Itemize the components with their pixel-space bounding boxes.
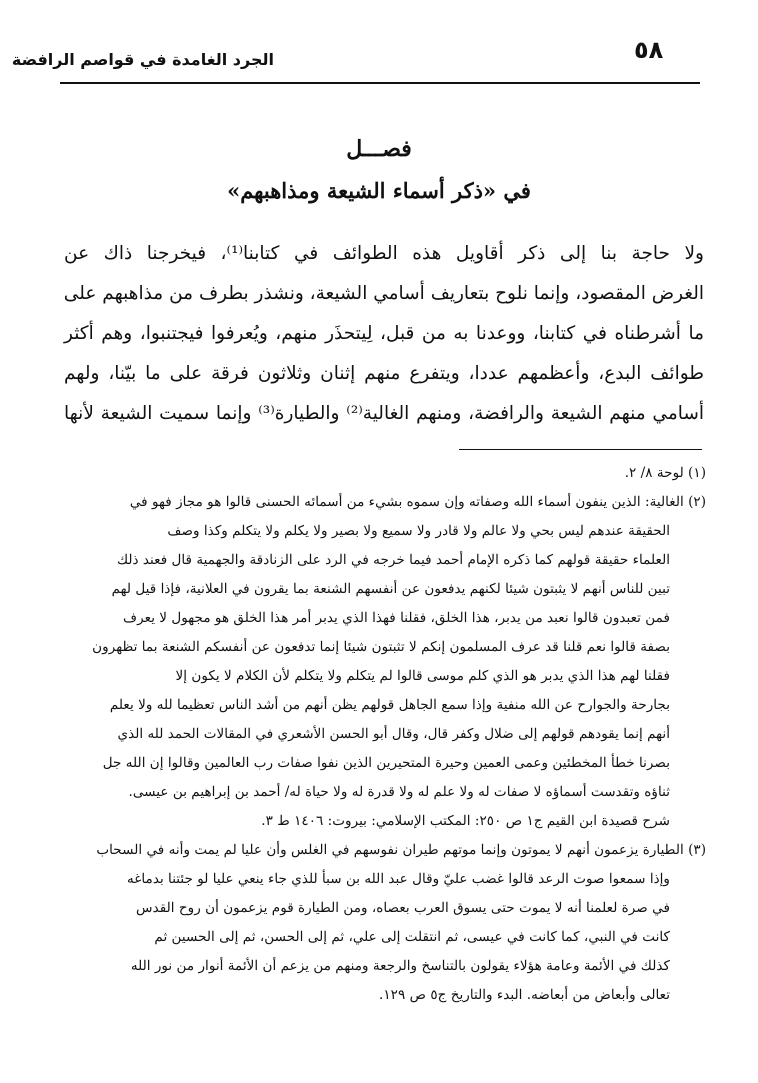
body-line: ما أشرطناه في كتابنا، ووعدنا به من قبل، لِيتحذَر منهم، ويُعرفوا فيجتنبوا، وهم أكثر <box>64 323 704 344</box>
footnote-line: الحقيقة عندهم ليس بحي ولا عالم ولا قادر ولا سميع ولا بصير ولا يكلم ولا يتكلم وكذا وصف <box>167 523 670 539</box>
footnote-line: العلماء حقيقة قولهم كما ذكره الإمام أحمد فيما خرجه في الرد على الزنادقة والجهمية قال فعند ذلك <box>116 552 670 568</box>
header-divider <box>60 82 700 84</box>
footnote-line: فمن تعبدون قالوا نعبد من يدبر، هذا الخلق، فقلنا فهذا الذي يدبر أمر هذا الخلق هو مجهول لا يعرف <box>123 610 670 626</box>
footnote-line: تعالى وأبعاض من أبعاضه. البدء والتاريخ ج٥ ص ١٢٩. <box>379 987 670 1003</box>
footnote-line: بصرنا خطأ المخطئين وعمى العمين وحيرة المتحيرين الذين نفوا صفات رب العالمين وقالوا إن الله جل <box>102 755 670 771</box>
page-number: ٥٨ <box>634 36 664 64</box>
footnote-line: بجارحة والجوارح عن الله منفية وإذا سمع الجاهل قولهم يظن أنهم من أشد الناس تعظيما لله ولا يعلم <box>109 697 670 713</box>
footnote-line: في صرة لعلمنا أنه لا يموت حتى يسوق العرب بعصاه، ومن الطيارة قوم يزعمون أن روح القدس <box>136 900 670 916</box>
footnote-line: أنهم إنما يقودهم قولهم إلى ضلال وكفر قال، وقال أبو الحسن الأشعري في المقالات الحمد لله الذي <box>117 726 670 742</box>
running-header-title: الجرد الغامدة في قواصم الرافضة <box>11 50 274 69</box>
footnote-2: (٢) الغالية: الذين ينفون أسماء الله وصفاته وإن سموه بشيء من أسمائه الحسنى قالوا هو مجاز فهو في <box>129 494 706 510</box>
body-line: طوائف البدع، وأعظمهم عددا، ويتفرع منهم إثنان وثلاثون فرقة على ما بيّنا، ولهم <box>64 363 704 384</box>
footnote-line: ثناؤه وتقدست أسماؤه لا صفات له ولا علم له ولا قدرة له ولا حياة له/ أحمد بن إبراهيم بن عيسى. <box>128 784 670 800</box>
footnote-line: كذلك في الأئمة وعامة هؤلاء يقولون بالتناسخ والرجعة ومنهم من يزعم أن الأئمة أنوار من نور الله <box>130 958 670 974</box>
footnotes <box>50 459 706 1010</box>
footnote-divider <box>459 449 702 450</box>
footnote-line: بصفة قالوا نعم قلنا قد عرف المسلمون إنكم لا تثبتون شيئا إنما تدفعون عن أنفسكم الشنعة بما تظهرون <box>92 639 670 655</box>
section-subtitle: في «ذكر أسماء الشيعة ومذاهبهم» <box>227 178 531 203</box>
footnote-line: فقلنا لهم هذا الذي يدبر هو الذي كلم موسى قالوا لم يتكلم ولا يتكلم لأن الكلام لا يكون إلا <box>175 668 670 684</box>
body-line: الغرض المقصود، وإنما نلوح بتعاريف أسامي الشيعة، ونشذر بطرف من مذاهبهم على <box>63 283 704 304</box>
body-line: أسامي منهم الشيعة والرافضة، ومنهم الغالية⁽²⁾ والطيارة⁽³⁾ وإنما سميت الشيعة لأنها <box>64 403 705 424</box>
body-paragraph <box>64 234 704 434</box>
footnote-source: شرح قصيدة ابن القيم ج١ ص ٢٥٠: المكتب الإسلامي: بيروت: ١٤٠٦ ط ٣. <box>261 813 670 829</box>
footnote-line: وإذا سمعوا صوت الرعد قالوا غضب عليّ وقال عبد الله بن سبأ للذي جاء ينعي عليا لو جئتنا بدماغه <box>127 871 670 887</box>
body-line: ولا حاجة بنا إلى ذكر أقاويل هذه الطوائف في كتابنا⁽¹⁾، فيخرجنا ذاك عن <box>64 243 704 264</box>
footnote-1: (١) لوحة ٨/ ٢. <box>624 465 706 481</box>
footnote-3: (٣) الطيارة يزعمون أنهم لا يموتون وإنما موتهم طيران نفوسهم في الغلس وأن عليا لم يمت وأنه في السحاب <box>96 842 706 858</box>
footnote-line: كانت في النبي، كما كانت في عيسى، ثم انتقلت إلى علي، ثم إلى الحسن، ثم إلى الحسين ثم <box>154 929 670 945</box>
footnote-line: تبين للناس أنهم لا يثبتون شيئا لكنهم يدفعون عن أنفسهم الشنعة بما يقرون في العلانية، فإذا قيل لهم <box>111 581 670 597</box>
section-title: فصـــل <box>346 136 412 162</box>
